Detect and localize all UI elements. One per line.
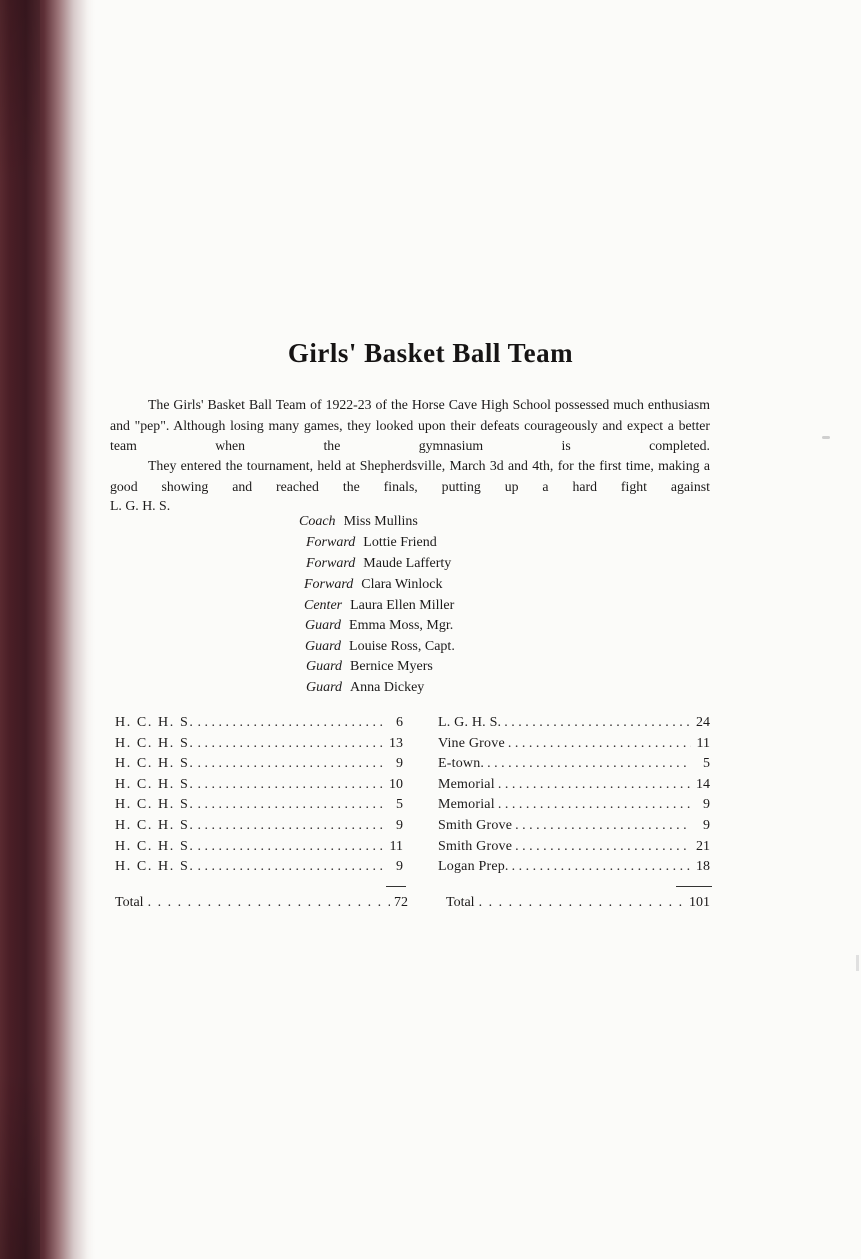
opponent-team-name: Logan Prep. (438, 859, 509, 875)
home-team-name: H. C. H. S. (115, 859, 195, 875)
dot-leader (479, 895, 685, 911)
score-row (115, 754, 403, 775)
score-row (115, 816, 403, 837)
score-row (115, 734, 403, 755)
paper-speck (822, 436, 830, 439)
score-row (438, 837, 710, 858)
roster-player-name: Miss Mullins (343, 514, 418, 529)
opponent-total-rule (676, 886, 712, 887)
home-score: 9 (396, 756, 403, 772)
home-team-name: H. C. H. S. (115, 797, 195, 813)
roster-row (299, 514, 418, 530)
opponent-scores-column (438, 713, 710, 878)
roster-position: Guard (305, 639, 342, 654)
home-team-name: H. C. H. S. (115, 756, 195, 772)
home-scores-column (115, 713, 403, 878)
score-row (438, 816, 710, 837)
dot-leader (197, 837, 384, 858)
intro-paragraph: The Girls' Basket Ball Team of 1922-23 of the Horse Cave High School possessed much enthusiasm and "pep". Although losing many games, they looked upon their defeats courageously and expect a better team when the gymnasium is completed. (110, 397, 710, 453)
dot-leader (197, 754, 384, 775)
roster-player-name: Lottie Friend (363, 535, 437, 550)
opponent-score: 14 (696, 776, 710, 792)
dot-leader (197, 713, 384, 734)
roster-position: Guard (305, 618, 342, 633)
opponent-team-name: Smith Grove (438, 817, 513, 833)
dot-leader (197, 857, 384, 878)
opponent-score: 11 (696, 735, 710, 751)
score-row (438, 795, 710, 816)
score-row (438, 734, 710, 755)
roster-row (304, 577, 443, 593)
dot-leader (498, 775, 691, 796)
roster-position: Forward (306, 535, 356, 550)
binding-edge-shade (0, 0, 40, 1259)
tournament-paragraph-end: L. G. H. S. (110, 498, 171, 513)
roster-position: Forward (304, 577, 354, 592)
home-total-rule (386, 886, 406, 887)
home-total-row (115, 895, 408, 911)
roster-player-name: Laura Ellen Miller (350, 598, 455, 613)
home-total-label: Total (115, 895, 144, 910)
opponent-score: 9 (703, 797, 710, 813)
dot-leader (512, 857, 691, 878)
home-score: 5 (396, 797, 403, 813)
opponent-score: 9 (703, 817, 710, 833)
score-row (438, 713, 710, 734)
home-total-score: 72 (394, 895, 408, 910)
home-team-name: H. C. H. S. (115, 776, 195, 792)
roster-row (306, 556, 451, 572)
home-score: 10 (389, 776, 403, 792)
roster-row (304, 598, 454, 614)
dot-leader (197, 734, 384, 755)
dot-leader (508, 734, 691, 755)
score-row (115, 857, 403, 878)
home-score: 13 (389, 735, 403, 751)
home-team-name: H. C. H. S. (115, 715, 195, 730)
roster-row (306, 659, 433, 675)
dot-leader (197, 795, 384, 816)
home-score: 9 (396, 859, 403, 875)
opponent-team-name: E-town. (438, 756, 485, 772)
paper-mark (856, 955, 859, 971)
dot-leader (197, 775, 384, 796)
home-score: 6 (396, 715, 403, 730)
roster-position: Coach (299, 514, 336, 529)
opponent-team-name: Memorial (438, 776, 495, 792)
score-row (115, 775, 403, 796)
roster-position: Forward (306, 556, 356, 571)
dot-leader (197, 816, 384, 837)
roster-row (306, 535, 437, 551)
home-team-name: H. C. H. S. (115, 838, 195, 854)
roster-position: Guard (306, 680, 343, 695)
score-row (438, 775, 710, 796)
opponent-score: 24 (696, 715, 710, 730)
opponent-total-label: Total (446, 895, 475, 910)
tournament-paragraph: They entered the tournament, held at Shepherdsville, March 3d and 4th, for the first time, making a good showing and reached the finals, putting up a hard fight against (110, 458, 710, 494)
opponent-total-row (446, 895, 710, 911)
roster-position: Center (304, 598, 343, 613)
score-row (438, 857, 710, 878)
opponent-team-name: Memorial (438, 797, 495, 813)
roster-position: Guard (306, 659, 343, 674)
opponent-score: 5 (703, 756, 710, 772)
roster-player-name: Maude Lafferty (363, 556, 452, 571)
dot-leader (498, 795, 691, 816)
roster-player-name: Louise Ross, Capt. (349, 639, 455, 654)
opponent-team-name: Vine Grove (438, 735, 505, 751)
score-row (115, 713, 403, 734)
roster-row (305, 639, 455, 655)
dot-leader (504, 713, 691, 734)
home-team-name: H. C. H. S. (115, 817, 195, 833)
opponent-team-name: L. G. H. S. (438, 715, 502, 730)
roster-player-name: Bernice Myers (350, 659, 433, 674)
score-row (115, 837, 403, 858)
opponent-score: 21 (696, 838, 710, 854)
opponent-score: 18 (696, 859, 710, 875)
dot-leader (148, 895, 390, 911)
roster-row (306, 680, 424, 696)
dot-leader (515, 816, 691, 837)
roster-player-name: Emma Moss, Mgr. (349, 618, 454, 633)
dot-leader (515, 837, 691, 858)
home-team-name: H. C. H. S. (115, 735, 195, 751)
roster-player-name: Anna Dickey (350, 680, 425, 695)
roster-player-name: Clara Winlock (361, 577, 443, 592)
page-title: Girls' Basket Ball Team (287, 338, 574, 368)
score-row (438, 754, 710, 775)
opponent-total-score: 101 (689, 895, 710, 910)
score-row (115, 795, 403, 816)
roster-row (305, 618, 453, 634)
opponent-team-name: Smith Grove (438, 838, 513, 854)
dot-leader (487, 754, 691, 775)
home-score: 9 (396, 817, 403, 833)
home-score: 11 (389, 838, 403, 854)
